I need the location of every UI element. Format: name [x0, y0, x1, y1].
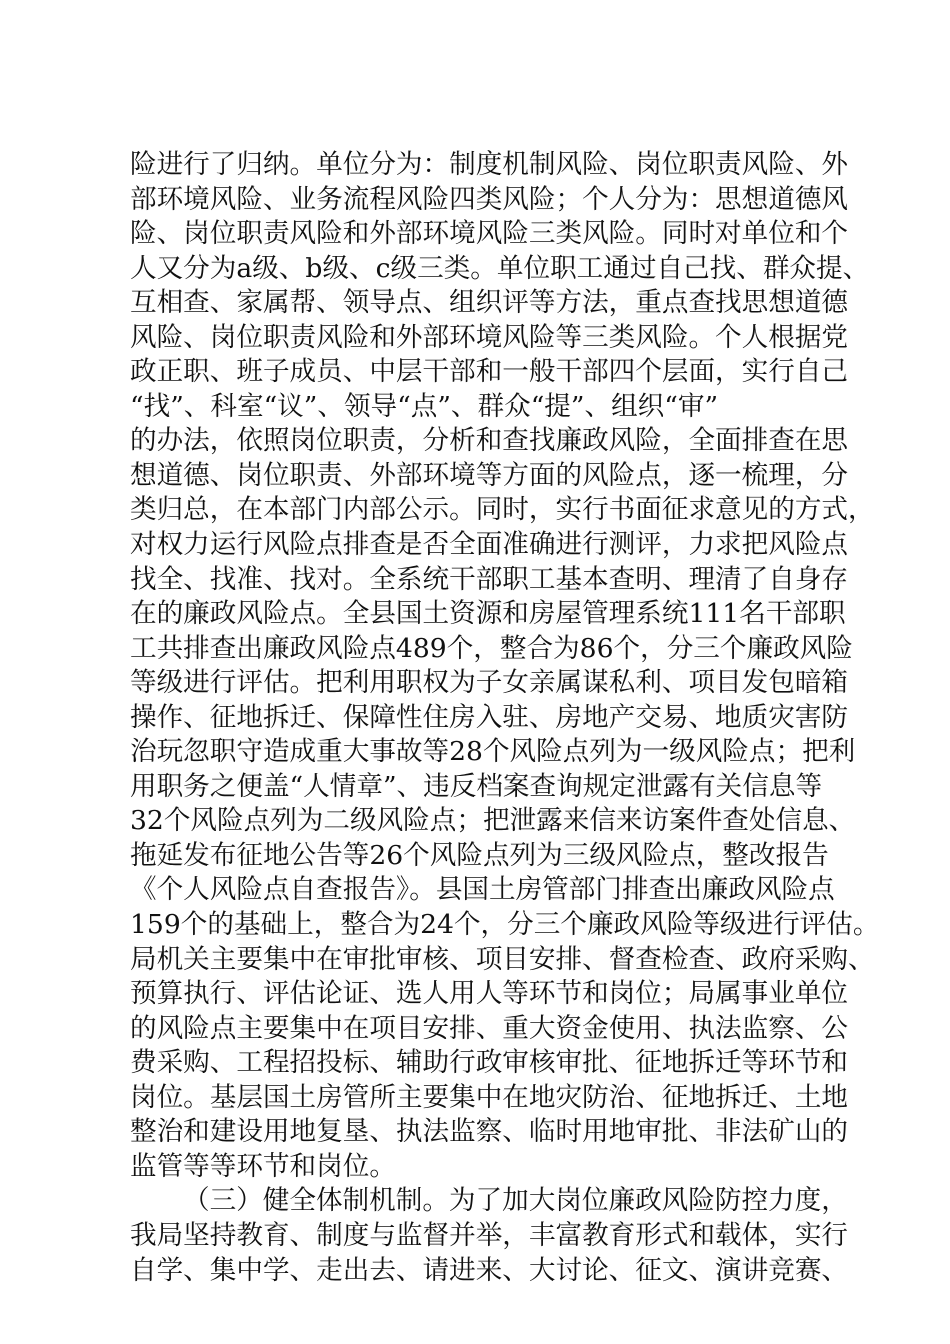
text-line: 工共排查出廉政风险点489个，整合为86个，分三个廉政风险 [130, 632, 853, 664]
text-line: 想道德、岗位职责、外部环境等方面的风险点，逐一梳理，分 [130, 459, 849, 491]
text-line: 局机关主要集中在审批审核、项目安排、督查检查、政府采购、 [130, 943, 875, 975]
text-line: 等级进行评估。把利用职权为子女亲属谋私利、项目发包暗箱 [130, 667, 849, 699]
text-line: 互相查、家属帮、领导点、组织评等方法，重点查找思想道德 [130, 287, 849, 319]
text-line: 我局坚持教育、制度与监督并举，丰富教育形式和载体，实行 [130, 1219, 849, 1251]
text-line: 《个人风险点自查报告》。县国土房管部门排查出廉政风险点 [130, 874, 835, 906]
text-line: 159个的基础上，整合为24个，分三个廉政风险等级进行评估。 [130, 909, 880, 941]
section-heading-line: （三）健全体制机制。为了加大岗位廉政风险防控力度， [183, 1185, 848, 1217]
text-line: 整治和建设用地复垦、执法监察、临时用地审批、非法矿山的 [130, 1116, 849, 1148]
text-line: 险进行了归纳。单位分为：制度机制风险、岗位职责风险、外 [130, 149, 849, 180]
text-line: 找全、找准、找对。全系统干部职工基本查明、理清了自身存 [130, 563, 849, 595]
text-line: 预算执行、评估论证、选人用人等环节和岗位；局属事业单位 [130, 978, 849, 1010]
text-line: 自学、集中学、走出去、请进来、大讨论、征文、演讲竞赛、 [130, 1254, 849, 1286]
text-line: 险、岗位职责风险和外部环境风险三类风险。同时对单位和个 [130, 218, 849, 250]
text-line: “找”、科室“议”、领导“点”、群众“提”、组织“审” [130, 390, 719, 422]
text-line: 在的廉政风险点。全县国土资源和房屋管理系统111名干部职 [130, 598, 846, 630]
text-line: 风险、岗位职责风险和外部环境风险等三类风险。个人根据党 [130, 321, 849, 353]
text-line: 治玩忽职守造成重大事故等28个风险点列为一级风险点；把利 [130, 736, 856, 768]
text-line: 对权力运行风险点排查是否全面准确进行测评，力求把风险点 [130, 529, 849, 561]
text-line: 岗位。基层国土房管所主要集中在地灾防治、征地拆迁、土地 [130, 1081, 849, 1113]
text-line: 32个风险点列为二级风险点；把泄露来信来访案件查处信息、 [130, 805, 856, 837]
text-line: 拖延发布征地公告等26个风险点列为三级风险点，整改报告 [130, 839, 829, 871]
text-line: 费采购、工程招投标、辅助行政审核审批、征地拆迁等环节和 [130, 1047, 849, 1079]
text-line: 人又分为a级、b级、c级三类。单位职工通过自己找、群众提、 [130, 252, 870, 284]
text-line: 操作、征地拆迁、保障性住房入驻、房地产交易、地质灾害防 [130, 701, 849, 733]
text-line: 部环境风险、业务流程风险四类风险；个人分为：思想道德风 [130, 183, 849, 215]
text-line: 的风险点主要集中在项目安排、重大资金使用、执法监察、公 [130, 1012, 849, 1044]
document-body [130, 148, 880, 1288]
text-line: 监管等等环节和岗位。 [130, 1150, 396, 1182]
text-line: 政正职、班子成员、中层干部和一般干部四个层面，实行自己 [130, 356, 849, 388]
text-line: 用职务之便盖“人情章”、违反档案查询规定泄露有关信息等 [130, 770, 823, 802]
text-line: 类归总，在本部门内部公示。同时，实行书面征求意见的方式， [130, 494, 875, 526]
text-line: 的办法，依照岗位职责，分析和查找廉政风险，全面排查在思 [130, 425, 849, 457]
